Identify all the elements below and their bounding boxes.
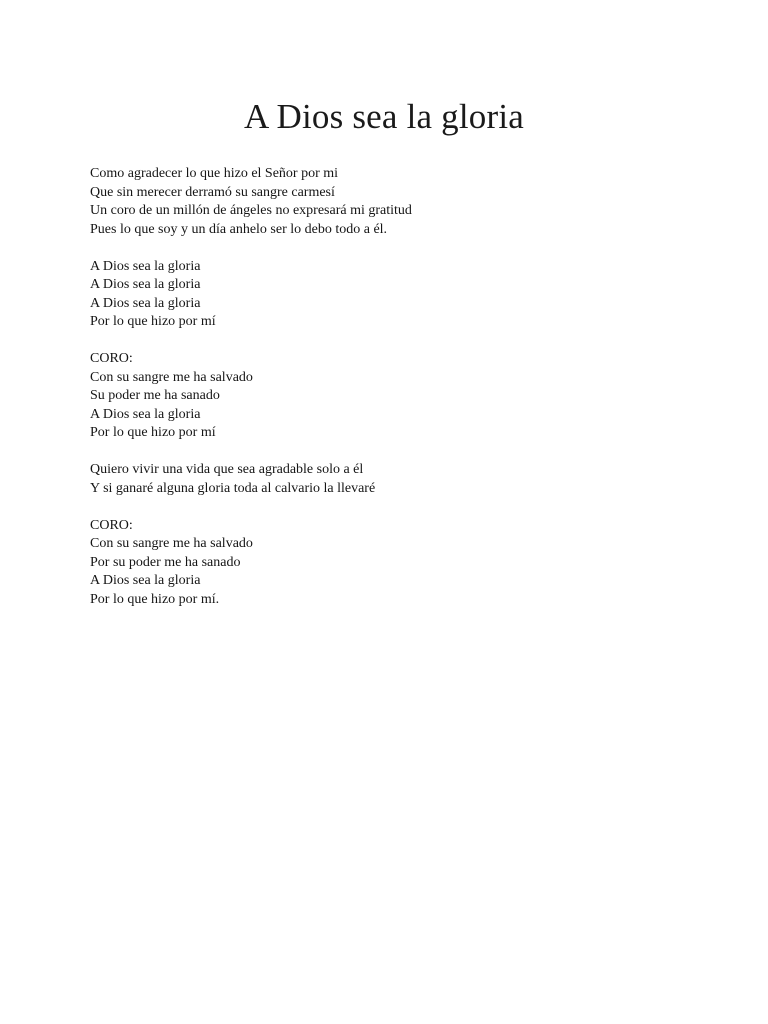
lyric-line: Su poder me ha sanado: [90, 388, 220, 403]
stanza-verse-1: [90, 165, 690, 239]
lyric-line: A Dios sea la gloria: [90, 295, 201, 311]
lyric-line: Por lo que hizo por mí.: [90, 591, 220, 607]
chorus-heading: CORO:: [90, 351, 133, 366]
stanza-chorus-1: [90, 350, 690, 443]
stanza-refrain: [90, 258, 690, 332]
lyric-line: A Dios sea la gloria: [90, 406, 201, 422]
lyric-line: Como agradecer lo que hizo el Señor por mi: [90, 166, 339, 181]
lyric-line: Un coro de un millón de ángeles no expresará mi gratitud: [90, 203, 412, 218]
stanza-chorus-2: [90, 517, 690, 610]
chorus-heading: CORO:: [90, 517, 133, 533]
lyrics-body: [90, 165, 690, 628]
lyric-line: Con su sangre me ha salvado: [90, 369, 253, 385]
lyric-line: Por lo que hizo por mí: [90, 314, 216, 329]
lyric-line: Por su poder me ha sanado: [90, 554, 241, 570]
lyric-line: Que sin merecer derramó su sangre carmesí: [90, 184, 335, 200]
lyric-line: A Dios sea la gloria: [90, 277, 201, 292]
lyric-line: Pues lo que soy y un día anhelo ser lo debo todo a él.: [90, 221, 388, 237]
lyric-line: Y si ganaré alguna gloria toda al calvario la llevaré: [90, 480, 376, 496]
lyric-line: Por lo que hizo por mí: [90, 425, 216, 440]
page-title: A Dios sea la gloria: [243, 97, 525, 136]
lyric-line: A Dios sea la gloria: [90, 258, 201, 274]
lyric-line: Quiero vivir una vida que sea agradable solo a él: [90, 462, 364, 477]
lyric-line: A Dios sea la gloria: [90, 573, 201, 588]
stanza-verse-2: [90, 461, 690, 498]
lyric-line: Con su sangre me ha salvado: [90, 536, 253, 551]
